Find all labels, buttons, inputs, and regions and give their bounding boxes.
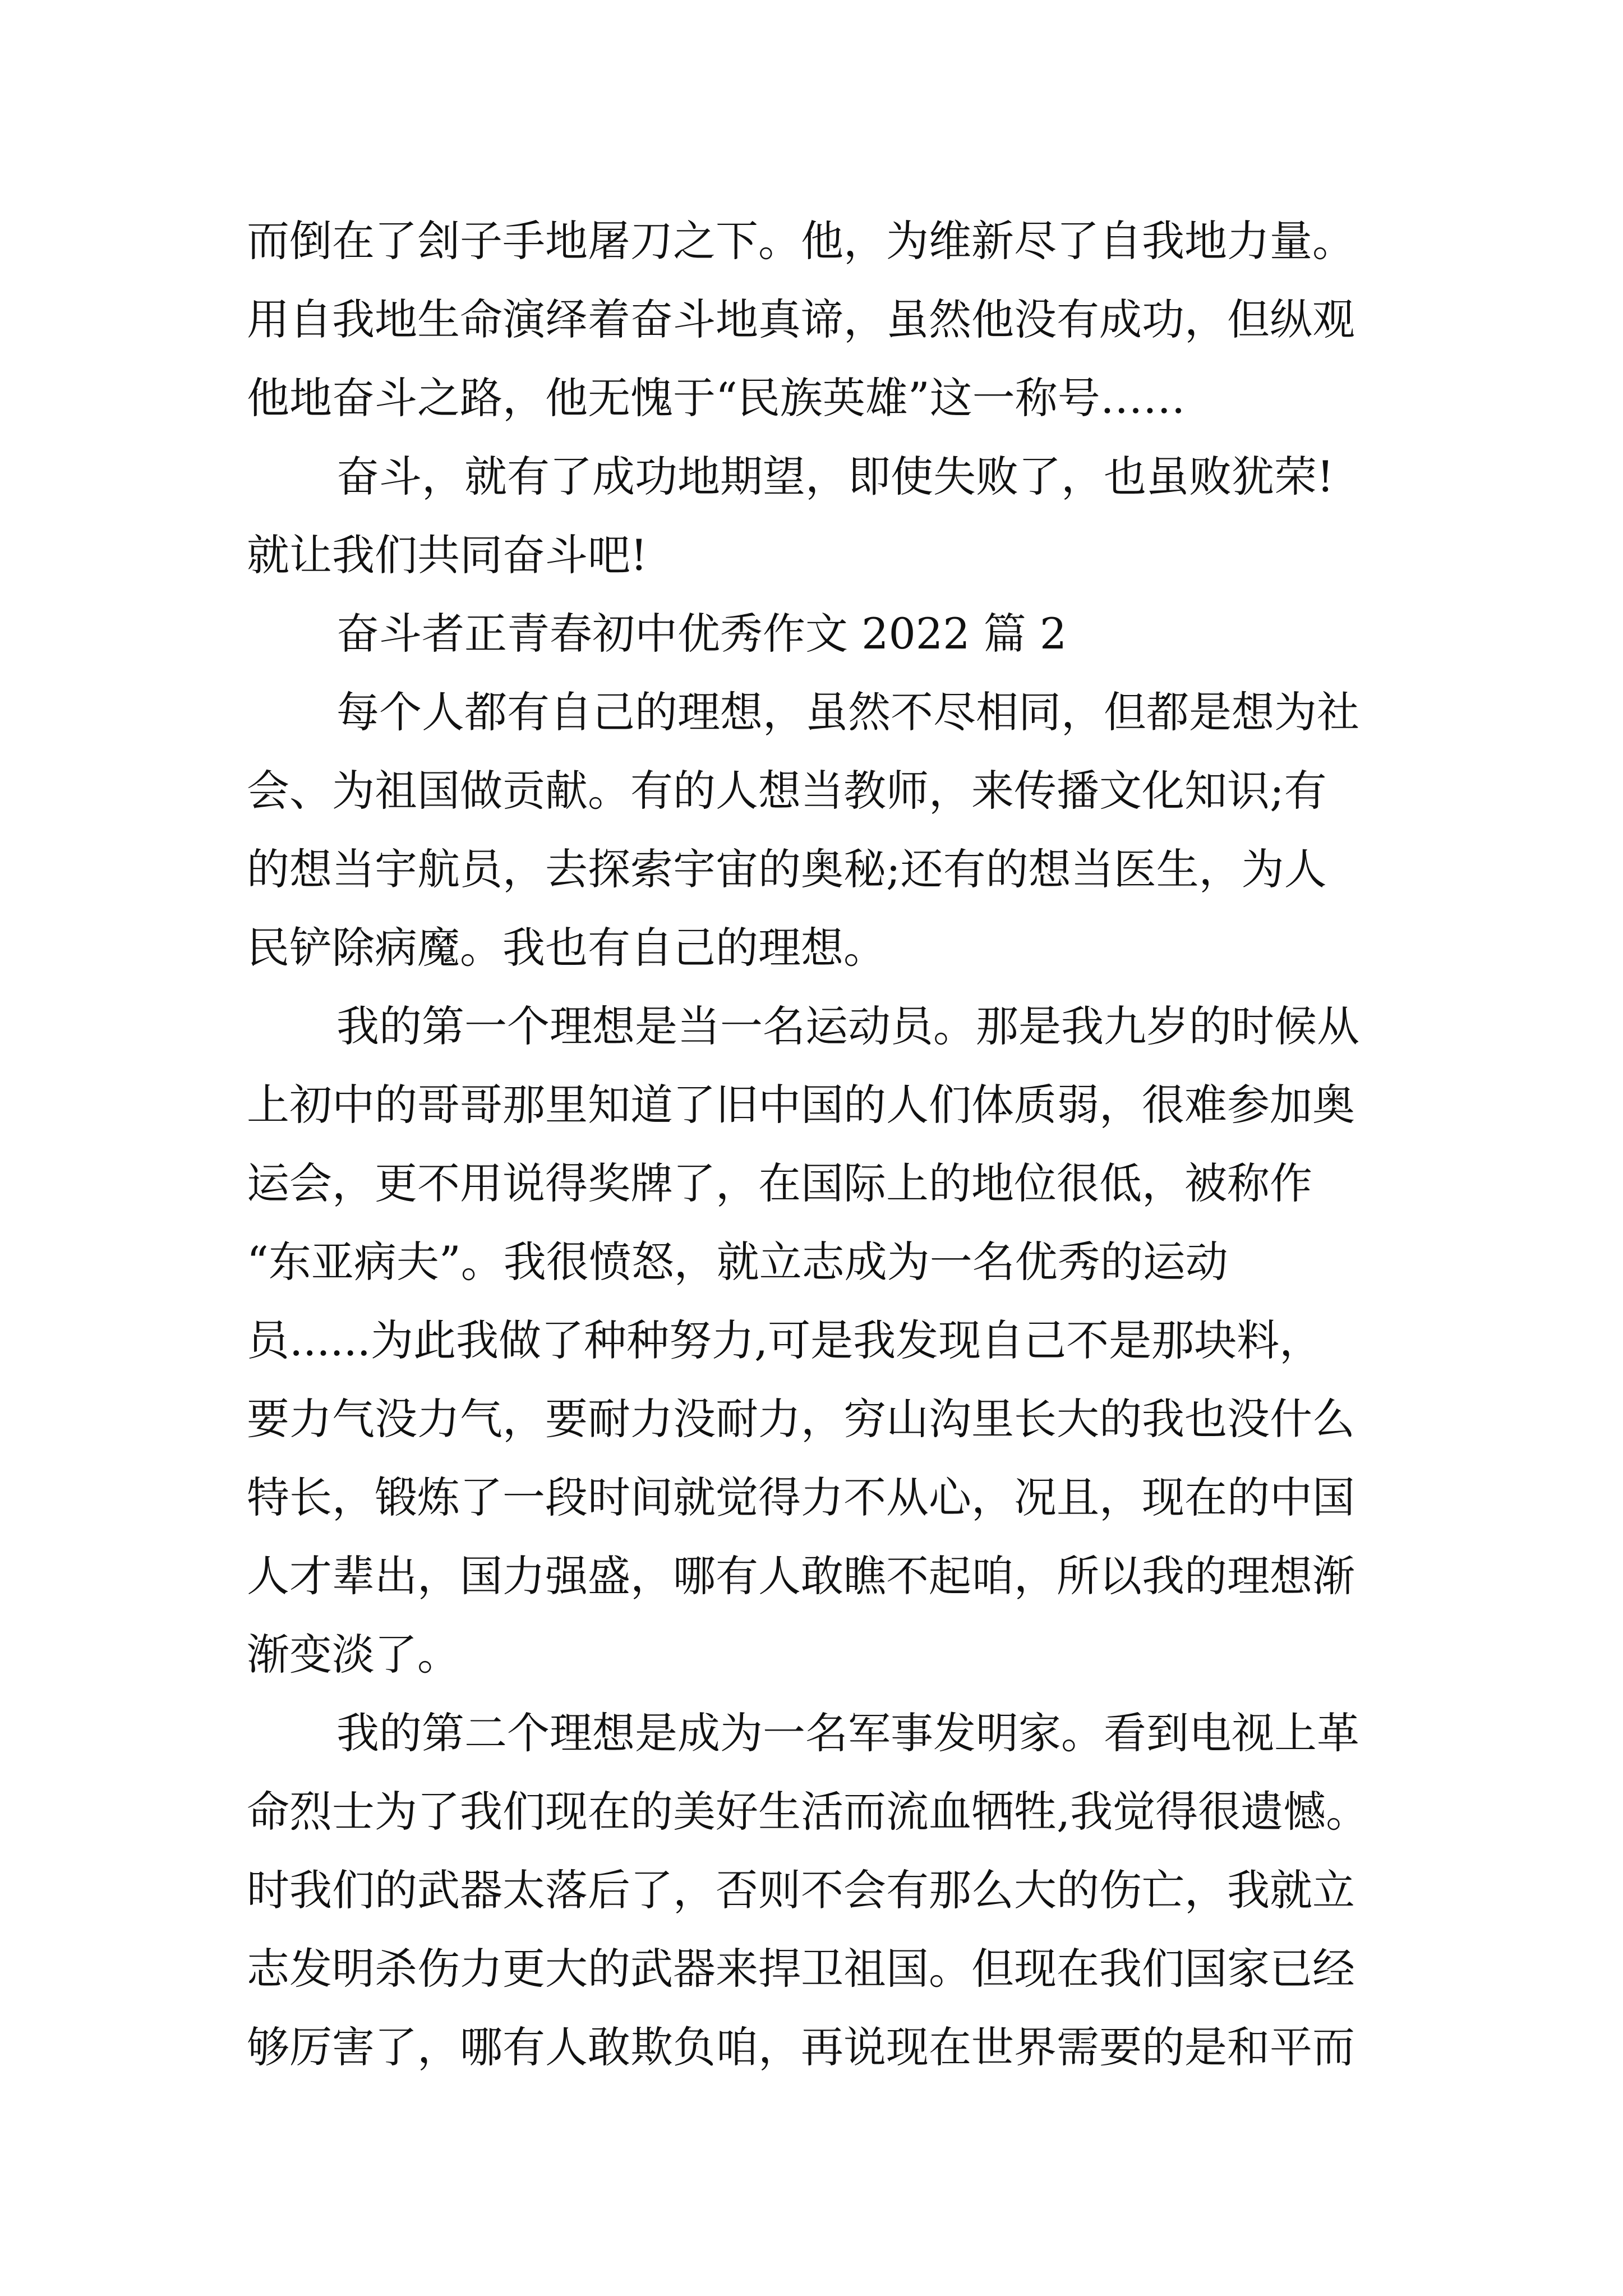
text-line-1: 而倒在了刽子手地屠刀之下。他，为维新尽了自我地力量。: [247, 216, 1355, 266]
text-line-10: 民铲除病魔。我也有自己的理想。: [247, 923, 886, 973]
text-line-5: 就让我们共同奋斗吧!: [247, 530, 648, 580]
text-line-23: 志发明杀伤力更大的武器来捍卫祖国。但现在我们国家已经: [247, 1944, 1355, 1994]
section-heading: 奋斗者正青春初中优秀作文 2022 篇 2: [336, 609, 1067, 659]
text-line-14: “东亚病夫”。我很愤怒，就立志成为一名优秀的运动: [247, 1237, 1228, 1287]
text-line-16: 要力气没力气，要耐力没耐力，穷山沟里长大的我也没什么: [247, 1394, 1355, 1444]
text-line-21: 命烈士为了我们现在的美好生活而流血牺牲,我觉得很遗憾。: [247, 1787, 1369, 1837]
text-line-18: 人才辈出，国力强盛，哪有人敢瞧不起咱，所以我的理想渐: [247, 1551, 1355, 1601]
text-line-12: 上初中的哥哥那里知道了旧中国的人们体质弱，很难参加奥: [247, 1080, 1355, 1130]
text-line-3: 他地奋斗之路，他无愧于“民族英雄”这一称号……: [247, 373, 1186, 423]
text-line-19: 渐变淡了。: [247, 1630, 460, 1680]
paragraph-first-line: 每个人都有自己的理想，虽然不尽相同，但都是想为社: [336, 687, 1359, 737]
text-line-13: 运会，更不用说得奖牌了，在国际上的地位很低，被称作: [247, 1158, 1312, 1208]
paragraph-first-line: 我的第一个理想是当一名运动员。那是我九岁的时候从: [336, 1001, 1359, 1051]
paragraph-first-line: 奋斗，就有了成功地期望，即使失败了，也虽败犹荣!: [336, 452, 1334, 501]
text-line-22: 时我们的武器太落后了，否则不会有那么大的伤亡，我就立: [247, 1865, 1355, 1915]
text-line-17: 特长，锻炼了一段时间就觉得力不从心，况且，现在的中国: [247, 1473, 1355, 1522]
paragraph-first-line: 我的第二个理想是成为一名军事发明家。看到电视上革: [336, 1708, 1359, 1758]
text-line-2: 用自我地生命演绎着奋斗地真谛，虽然他没有成功，但纵观: [247, 295, 1355, 344]
text-line-9: 的想当宇航员，去探索宇宙的奥秘;还有的想当医生，为人: [247, 844, 1327, 894]
text-line-24: 够厉害了，哪有人敢欺负咱，再说现在世界需要的是和平而: [247, 2022, 1355, 2072]
text-line-15: 员......为此我做了种种努力,可是我发现自己不是那块料，: [247, 1315, 1322, 1365]
text-line-8: 会、为祖国做贡献。有的人想当教师，来传播文化知识;有: [247, 766, 1327, 816]
